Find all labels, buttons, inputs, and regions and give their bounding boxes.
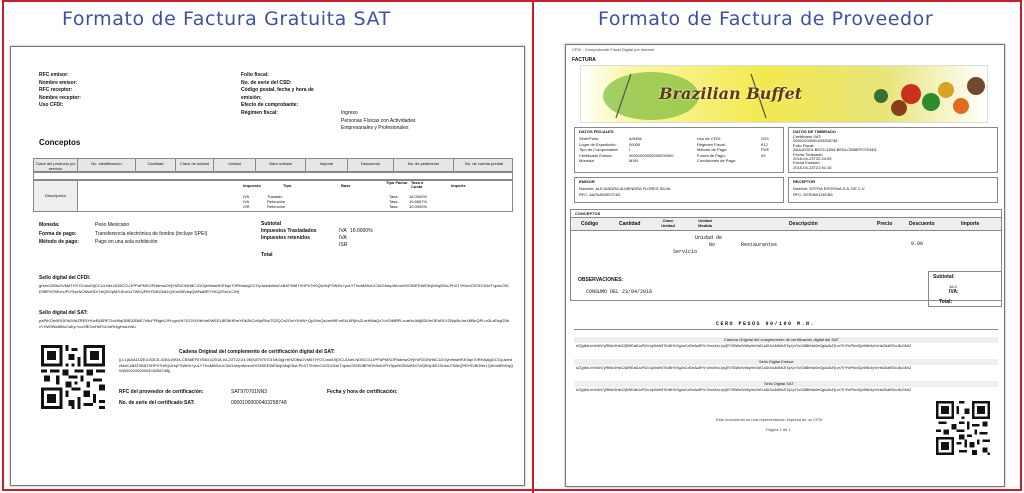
folio-label-block: [241, 72, 314, 118]
tax-row2-tipo: Retención: [267, 199, 286, 204]
forma-pago-label: Forma de Pago:: [697, 152, 726, 158]
totals-box: [928, 271, 1002, 307]
sello-cfdi-label: Sello Digital Emisor: [759, 359, 794, 364]
uso-cfdi-value: G03: [761, 136, 769, 141]
left-title: Formato de Factura Gratuita SAT: [62, 8, 391, 30]
sello-cfdi-text: kZQp8xLmVb4N7yRtWc3HsG2jDf9Ea6UoPiZn1qXkMr5T0vBlYhSgJwCdOeAu8FN+2m/zKxL4pQR7tI3Wc9Vb6yHnGsE1aDfJoUk5MrZlTqXpY0vCi8BhNwSeOgAd2uFjLm7K+RzPtIx4Qc9Wb3yVnHsG6aEfDoJkU1MrZ: [576, 366, 912, 370]
tax-row2-factor: Tasa: [389, 199, 398, 204]
footer-page: Página 1 de 1: [766, 427, 791, 432]
header-clave-unidad: Clave de unidad: [176, 159, 214, 171]
moneda-value: Peso Mexicano: [95, 222, 130, 228]
emisor-rfc: RFC: AAFA800507C63: [579, 191, 621, 197]
fiscal-mid-values: [761, 136, 769, 158]
cadena-header: [574, 337, 998, 343]
serie-csd-label: No. de serie del CSD:: [241, 79, 292, 86]
header-valor-unitario: Valor unitario: [256, 159, 306, 171]
fiscal-mid-labels: [697, 136, 736, 164]
moneda-value: MXN: [629, 158, 638, 163]
emision-label: emisión:: [241, 94, 262, 101]
tax-row1-impuesto: IVA: [243, 194, 250, 199]
conceptos-header-row: [571, 217, 1001, 231]
efecto-label: Efecto de comprobante:: [241, 102, 299, 109]
receptor-box: [788, 177, 998, 203]
nombre-emisor-label: Nombre emisor:: [39, 79, 78, 86]
descripcion-label: Descripción: [34, 181, 78, 211]
forma-pago-value: Transferencia electrónica de fondos (incluye SPEI): [95, 230, 208, 237]
cadena-label: Cadena Original del complemento de certificación digital del SAT:: [179, 349, 335, 355]
tipo-comprobante-label: Tipo de Comprobante:: [579, 147, 619, 152]
col-descuento: Descuento: [909, 221, 935, 227]
metodo-pago-value: PUE: [761, 147, 770, 152]
col-clave-unidad: Clave Unidad: [661, 218, 675, 228]
fecha-certificacion-label: Fecha y hora de certificación:: [327, 389, 398, 395]
retenidos-iva: IVA: [339, 235, 347, 241]
datos-fiscales-label: DATOS FISCALES: [579, 129, 614, 134]
uso-cfdi-label: Uso CFDI:: [39, 102, 64, 109]
observaciones-value: CONSUMO DEL 23/04/2018: [586, 289, 653, 295]
tax-header-importe: Importe: [451, 183, 466, 188]
fecha-emision-value: 2018-04-23T21:51:16: [793, 164, 832, 170]
rfc-receptor-label: RFC receptor:: [39, 87, 73, 94]
tax-header-tasa: Tasa o Cuota: [411, 180, 424, 189]
timbrado-rows: [793, 135, 877, 170]
col-cantidad: Cantidad: [619, 221, 641, 227]
row-no: No: [709, 242, 716, 248]
col-descripcion: Descripción: [789, 221, 818, 227]
cadena-text: kZQp8xLmVb4N7yRtWc3HsG2jDf9Ea6UoPiZn1qXkMr5T0vBlYhSgJwCdOeAu8FN+2m/zKxL4pQR7tI3Wc9Vb6yHnGsE1aDfJoUk5MrZlTqXpY0vCi8BhNwSeOgAd2uFjLm7K+RzPtIx4Qc9Wb3yVnHsG6aEfDoJkU1MrZ: [576, 344, 912, 348]
forma-pago-value: 03: [761, 152, 766, 158]
rfc-proveedor-value: SAT970701NN3: [231, 389, 268, 395]
brazilian-buffet-logo: [580, 65, 988, 123]
payment-labels: [39, 221, 79, 247]
emisor-rows: [579, 186, 670, 197]
lugar-expedicion-value: 00000: [629, 141, 641, 147]
tipo-comprobante-value: I: [629, 147, 631, 152]
col-codigo: Código: [581, 221, 599, 227]
moneda-label: Moneda:: [39, 222, 60, 228]
emisor-nombre: Nombre: ALEJANDRA ALMENDRA FLORES SILVA: [579, 186, 671, 191]
tax-col-impuesto: [243, 194, 250, 209]
certificado-sat-value: 00001000000403258748: [793, 138, 838, 144]
regimen-label: Régimen fiscal:: [241, 109, 278, 116]
row-precio: 0.00: [911, 241, 924, 247]
subtotal-label: Subtotal: [261, 221, 281, 227]
tax-header-tipo-factor: Tipo Factor: [386, 180, 408, 185]
cadena-label: Cadena Original del complemento de certificación digital del SAT: [724, 337, 839, 342]
codigo-postal-label: Código postal, fecha y hora de: [241, 87, 314, 94]
receptor-rows: [793, 186, 865, 197]
serie-certificado-value: 00001000000403258748: [231, 400, 287, 406]
folio-fiscal-label: Folio Fiscal:: [793, 142, 815, 148]
tax-row1-tasa: 16.0000%: [409, 194, 428, 199]
conceptos-label: CONCEPTOS: [575, 211, 601, 216]
center-divider: [532, 0, 534, 493]
timbrado-box: [788, 127, 998, 173]
logo-text: Brazilian Buffet: [659, 84, 803, 103]
nombre-receptor-label: Nombre receptor:: [39, 94, 81, 101]
separator-line: [574, 329, 998, 330]
tax-row2-tasa: 10.6667%: [409, 199, 428, 204]
right-title: Formato de Factura de Proveedor: [598, 8, 934, 30]
conceptos-title: Conceptos: [39, 138, 81, 147]
observaciones-area: [570, 271, 930, 307]
row-servicio: Servicio: [673, 249, 698, 255]
cfdi-top-label: CFDI - Comprobante Fiscal Digital por Internet: [572, 47, 655, 52]
certificado-sat-label: Certificado SAT:: [793, 134, 822, 139]
fiscal-left-values: [629, 136, 674, 164]
tax-row3-tipo: Retención: [267, 204, 286, 209]
total-label: Total: [261, 252, 273, 258]
conceptos-empty-row: [33, 172, 513, 180]
serie-certificado-label: No. de serie del certificado SAT:: [119, 400, 195, 406]
row-unidad: Unidad de: [695, 235, 723, 241]
header-importe: Importe: [306, 159, 348, 171]
payment-values: [95, 221, 207, 247]
sello-sat-label: Sello digital del SAT:: [39, 310, 88, 316]
col-unidad-medida: Unidad Medida: [698, 218, 712, 228]
importe-letra: CERO PESOS 00/100 M.N.: [716, 321, 816, 327]
iva-label: IVA:: [949, 289, 959, 295]
retenidos-isr: ISR: [339, 242, 348, 248]
sello-cfdi-header: [574, 359, 998, 365]
tax-row3-factor: Tasa: [389, 204, 398, 209]
emisor-label: EMISOR: [579, 179, 595, 184]
fiscal-left-labels: [579, 136, 619, 164]
header-pedimento: No. de pedimento: [394, 159, 454, 171]
sat-invoice-page: [10, 46, 525, 486]
condiciones-pago-label: Condiciones de Pago:: [697, 158, 737, 163]
sello-cfdi-label: Sello digital del CFDI:: [39, 275, 91, 281]
emisor-label-block: [39, 72, 81, 110]
forma-pago-label: Forma de pago:: [39, 230, 77, 237]
tax-row3-tasa: 10.0000%: [409, 204, 428, 209]
regimen-value-1: Personas Físicas con Actividades: [341, 118, 416, 124]
iva-rate: 16.0: [949, 284, 957, 289]
fecha-timbrado-value: 2018-04-23T22:24:05: [793, 156, 832, 162]
tax-row2-impuesto: IVA: [243, 199, 250, 204]
row-descripcion: Restaurantes: [741, 242, 778, 248]
provider-qr-code: [936, 401, 990, 455]
header-cuenta-predial: No. de cuenta predial: [464, 161, 504, 166]
folio-fiscal-label: Folio fiscal:: [241, 72, 269, 78]
sello-cfdi-text: gHzm2SBsOVM6THYZCmlzDIjOCULNeLNO5CCU1PPaPMSOFNdmwOHjYkR2ONH8C1DOyb9maHKE5qn70RHAaIgGCGyJwedzMaCzBAT9B8TXHP07H0QUHqFSWKh+yuLYTfxvM8SzUC3zOAmpWmnr9XS50EEWE5njD6sjD5sLPhXTYKhmOZGDGNeT/qctoOfGE0BP/fO9SxhJPIY5yeNOlWzRD/7xlQ5OpMOJlUmU7WbQPEHTcBGNe1Q/Km5BVbqQWNaBRTXKQZSm1C2Hj: [39, 283, 509, 294]
col-precio: Precio: [877, 221, 893, 227]
tax-col-tipo: [267, 194, 285, 209]
receptor-rfc: RFC: EES060126CB6: [793, 191, 833, 197]
sello-sat-label: Sello Digital SAT: [764, 381, 794, 386]
observaciones-label: OBSERVACIONES:: [578, 277, 624, 283]
tax-row1-factor: Tasa: [389, 194, 398, 199]
certificado-emisor-value: 00001000000000000000: [629, 152, 674, 158]
metodo-pago-label: Método de Pago:: [697, 147, 728, 152]
lugar-expedicion-label: Lugar de Expedición:: [579, 141, 617, 147]
tax-header-impuesto: Impuesto: [243, 183, 261, 188]
receptor-label: RECEPTOR: [793, 179, 816, 184]
uso-cfdi-label: Uso de CFDI:: [697, 136, 722, 141]
emisor-box: [574, 177, 784, 203]
provider-invoice-page: [565, 44, 1005, 487]
factura-label: FACTURA: [572, 57, 596, 63]
cadena-text: ||1.1|AAA1D2E4-B3C5-41B4-B934-CB56EF07E6D1|2018-04-23T22:24:05|SAT970701NN3|gYbHZ0BsDVM6THYZCmlzDIjOCULNeLNO5CCU1PPaPMSOFNdmwOHjYkR2ONH8C1DOyb9maHKE5qn70RHAaIgGCGyJwedzMaCzBAT9B8TXHP07H0QUHqFSWKh+yuLYTfxvM8SzUC3zOAmpWmnr9XS50EEWE5njD6sjD5sLPhXTYKhmOZGDGNeT/qctoOfGE0BP/fO9SxhJPIY5yeNOlWzRD/7xlQ5OpMOJlUmU7WbQPEHTcBGNe1Q/Km5BVbqQW|00001000000403258748||: [119, 357, 514, 374]
tax-header-base: Base: [341, 183, 351, 188]
tax-row3-impuesto: ISR: [243, 204, 250, 209]
receptor-nombre: Nombre: ESTRA ERGENIA S.A. DE C.V.: [793, 186, 866, 191]
timbrado-label: DATOS DE TIMBRADO: [793, 129, 836, 134]
certificado-emisor-label: Certificado Emisor:: [579, 152, 613, 158]
header-cantidad: Cantidad: [136, 159, 176, 171]
sello-sat-text: paPtKOw0ROEIb2fAtZRE5YKwE8SRETIcM9qGBB3ZBkE7h5cFPBgb0JfYcgoVfr7JG3Y00bVwi0WEEL8E5KtRmYi0bZkCoMpRNsTSZQCa2GmYKbW+Qp2HsQs4mN9FmEkL6RjKsZLsHfWaQv7oV2tMBPLxuaHoJk6jB3UlnOEhRLXZNqf8vJmX8f5nQPLm3LzEdgG5bvYHW9Nk6lMcCaKp+cuGfE2mHsF0ZJoRr4gHmLhNu: [39, 318, 509, 329]
tax-col-factor: [389, 194, 397, 209]
rfc-emisor-label: RFC emisor:: [39, 72, 69, 78]
header-clave: Clave del producto y/o servicio: [34, 159, 78, 171]
tax-header-tipo: Tipo: [283, 183, 292, 188]
serie-folio-value: A/9456: [629, 136, 642, 141]
serie-folio-label: Serie/Folio:: [579, 136, 600, 141]
metodo-pago-label: Método de pago:: [39, 239, 79, 245]
regimen-value-2: Empresariales y Profesionales: [341, 125, 409, 131]
folio-fiscal-value: AAA1D2E4-B3C5-41B4-B934-CB56EF07E6D1: [793, 147, 877, 153]
fecha-timbrado-label: Fecha Timbrado:: [793, 151, 824, 157]
col-importe: Importe: [961, 221, 980, 227]
rfc-proveedor-label: RFC del proveedor de certificación:: [119, 389, 204, 395]
regimen-fiscal-label: Régimen Fiscal:: [697, 141, 726, 147]
moneda-label: Moneda:: [579, 158, 595, 163]
trasladados-label: Impuestos Trasladados: [261, 228, 317, 234]
retenidos-label: Impuestos retenidos: [261, 235, 310, 241]
header-unidad: Unidad: [214, 159, 256, 171]
regimen-fiscal-value: 612: [761, 141, 768, 147]
subtotal-label: Subtotal:: [933, 274, 955, 280]
metodo-pago-value: Pago en una sola exhibición: [95, 239, 158, 245]
efecto-value: Ingreso: [341, 110, 358, 116]
fecha-emision-label: Fecha Emisión:: [793, 160, 821, 166]
datos-fiscales-box: [574, 127, 784, 173]
total-label: Total:: [939, 299, 953, 305]
trasladados-rate: 16.0000%: [350, 228, 373, 234]
footer-text: Este documento es una representación impresa de un CFDI: [716, 417, 823, 422]
conceptos-header-row: [33, 158, 513, 172]
trasladados-iva: IVA: [339, 228, 347, 234]
header-descuento: Descuento: [348, 159, 394, 171]
tax-row1-tipo: Traslado: [267, 194, 283, 199]
header-identificacion: No. identificación: [78, 159, 136, 171]
tax-col-tasa: [409, 194, 427, 209]
sello-sat-text: kZQp8xLmVb4N7yRtWc3HsG2jDf9Ea6UoPiZn1qXkMr5T0vBlYhSgJwCdOeAu8FN+2m/zKxL4pQR7tI3Wc9Vb6yHnGsE1aDfJoUk5MrZlTqXpY0vCi8BhNwSeOgAd2uFjLm7K+RzPtIx4Qc9Wb3yVnHsG6aEfDoJkU1MrZ: [576, 388, 912, 392]
sello-sat-header: [574, 381, 998, 387]
sat-qr-code: [41, 345, 105, 409]
